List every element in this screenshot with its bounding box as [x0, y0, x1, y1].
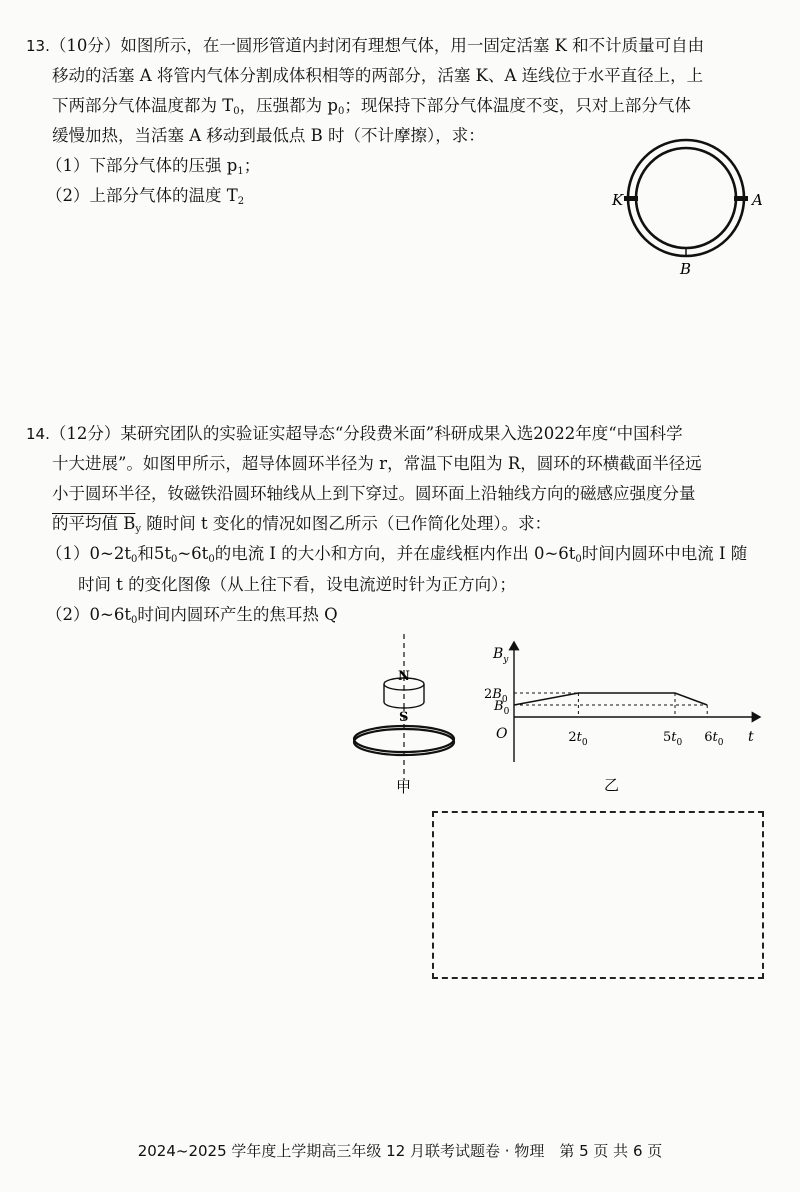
y-axis-label: $B_y$ — [493, 646, 509, 665]
piston-k — [624, 196, 638, 201]
q14-line-1 — [26, 426, 683, 443]
x-tick-label-3: $6t_0$ — [704, 730, 724, 748]
south-pole-label: S — [399, 710, 409, 725]
q13-text-1: 如图所示，在一圆形管道内封闭有理想气体，用一固定活塞 K 和不计质量可自由 — [120, 36, 705, 55]
q13-line-1 — [26, 38, 704, 55]
q14-score: （12分） — [49, 424, 121, 443]
x-axis-label: t — [748, 729, 754, 745]
q13-line-3: 下两部分气体温度都为 $T_0$，压强都为 $p_0$；现保持下部分气体温度不变，只对上部分气体 — [52, 96, 691, 117]
x-tick-label-2: $5t_0$ — [663, 730, 683, 748]
q13-line-4: 缓慢加热，当活塞 A 移动到最低点 B 时（不计摩擦），求： — [52, 126, 485, 145]
figure-jia — [340, 630, 470, 800]
label-k: K — [612, 191, 624, 209]
y-tick-label-2b0: $2B_0$ — [484, 687, 508, 705]
label-b: B — [680, 260, 692, 278]
figure-yi-chart — [476, 632, 776, 802]
page-footer: 2024~2025 学年度上学期高三年级 12 月联考试题卷 · 物理 第 5 页 共 6 页 — [137, 1142, 663, 1160]
label-a: A — [752, 191, 763, 209]
q13-tube-figure — [600, 138, 780, 280]
q13-number: 13. — [26, 37, 50, 55]
q13-subquestion-1: （1）下部分气体的压强 $p_1$； — [46, 156, 261, 177]
q13-score: （10分） — [49, 36, 121, 55]
north-pole-label: N — [398, 669, 410, 684]
figure-jia-caption: 甲 — [396, 778, 412, 796]
origin-label: O — [496, 726, 508, 742]
q14-subquestion-1: $(1)0\sim 2t_0$和$5t_0\sim 6t_0$的电流 I 的大小和方向，并在虚线框内作出 $0\sim 6t_0$时间内圆环中电流 I 随 — [46, 544, 748, 565]
q13-line-2: 移动的活塞 A 将管内气体分割成体积相等的两部分，活塞 K、A 连线位于水平直径上，上 — [52, 66, 704, 85]
b-field-series-line — [514, 693, 707, 705]
q14-subquestion-1-line-2: 时间 t 的变化图像（从上往下看，设电流逆时针为正方向）； — [78, 575, 516, 594]
q14-subquestion-2: $(2)0\sim 6t_0$时间内圆环产生的焦耳热 Q — [46, 605, 338, 626]
q14-line-4: 的平均值 $B_y$ 随时间 t 变化的情况如图乙所示（已作简化处理）。求： — [52, 514, 552, 535]
q14-line-3: 小于圆环半径，钕磁铁沿圆环轴线从上到下穿过。圆环面上沿轴线方向的磁感应强度分量 — [52, 484, 696, 503]
q14-number: 14. — [26, 425, 50, 443]
figure-yi-caption: 乙 — [604, 776, 620, 794]
y-tick-label-b0: $B_0$ — [494, 699, 510, 717]
piston-a — [734, 196, 748, 201]
superconducting-ring — [354, 726, 454, 755]
q14-line-2: 十大进展”。如图甲所示，超导体圆环半径为 r，常温下电阻为 R，圆环的环横截面半径远 — [52, 454, 702, 473]
q13-subquestion-2: （2）上部分气体的温度 $T_2$ — [46, 186, 245, 207]
x-tick-label-1: $2t_0$ — [568, 730, 588, 748]
q14-text-1: 某研究团队的实验证实超导态“分段费米面”科研成果入选2022年度“中国科学 — [120, 424, 683, 443]
answer-drawing-box[interactable] — [432, 811, 764, 979]
